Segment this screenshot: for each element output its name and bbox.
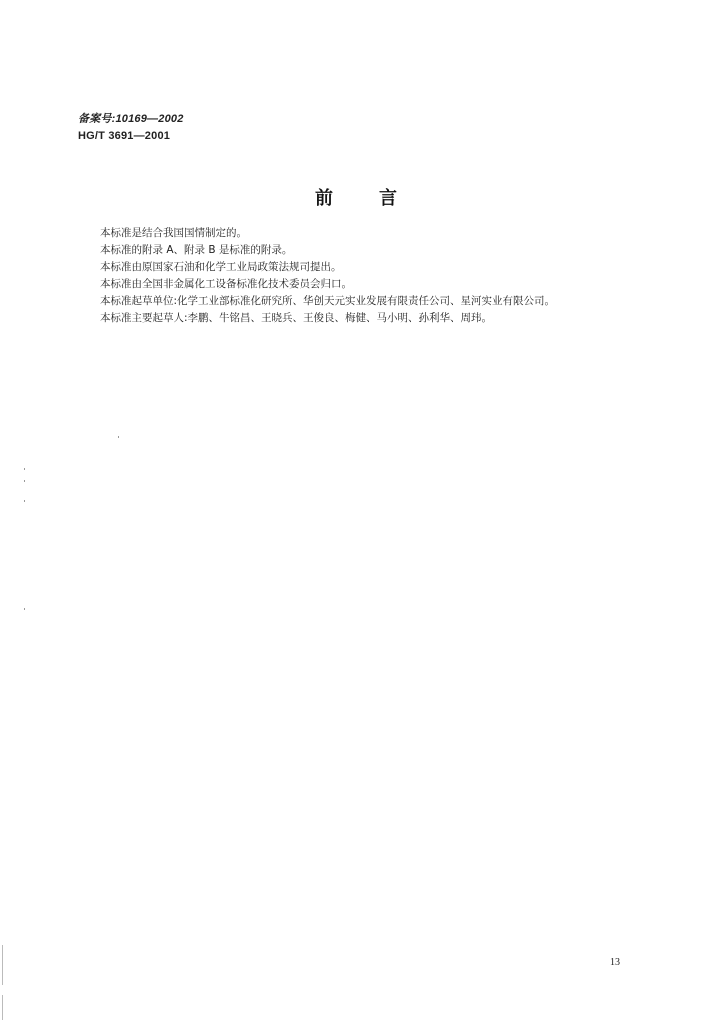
section-title: 前言 [315,188,443,209]
paragraph-2: 本标准的附录 A、附录 B 是标准的附录。 [100,244,293,256]
scan-speck [24,608,25,610]
paragraph-6: 本标准主要起草人:李鹏、牛铭昌、王晓兵、王俊良、梅健、马小明、孙利华、周玮。 [100,312,493,324]
scan-speck [24,468,25,470]
paragraph-1: 本标准是结合我国国情制定的。 [100,227,247,239]
paragraph-5: 本标准起草单位:化学工业部标准化研究所、华创天元实业发展有限责任公司、星河实业有限公司。 [100,295,556,307]
scan-speck [24,500,25,502]
scan-speck [2,945,3,985]
record-number: 备案号:10169—2002 [78,113,184,125]
scan-speck [2,995,3,1020]
scan-speck [118,436,119,438]
paragraph-4: 本标准由全国非金属化工设备标准化技术委员会归口。 [100,278,352,290]
foreword-body [100,225,660,327]
standard-number: HG/T 3691—2001 [78,130,171,142]
scan-speck [24,480,25,482]
paragraph-3: 本标准由原国家石油和化学工业局政策法规司提出。 [100,261,342,273]
page-number: 13 [610,957,620,968]
